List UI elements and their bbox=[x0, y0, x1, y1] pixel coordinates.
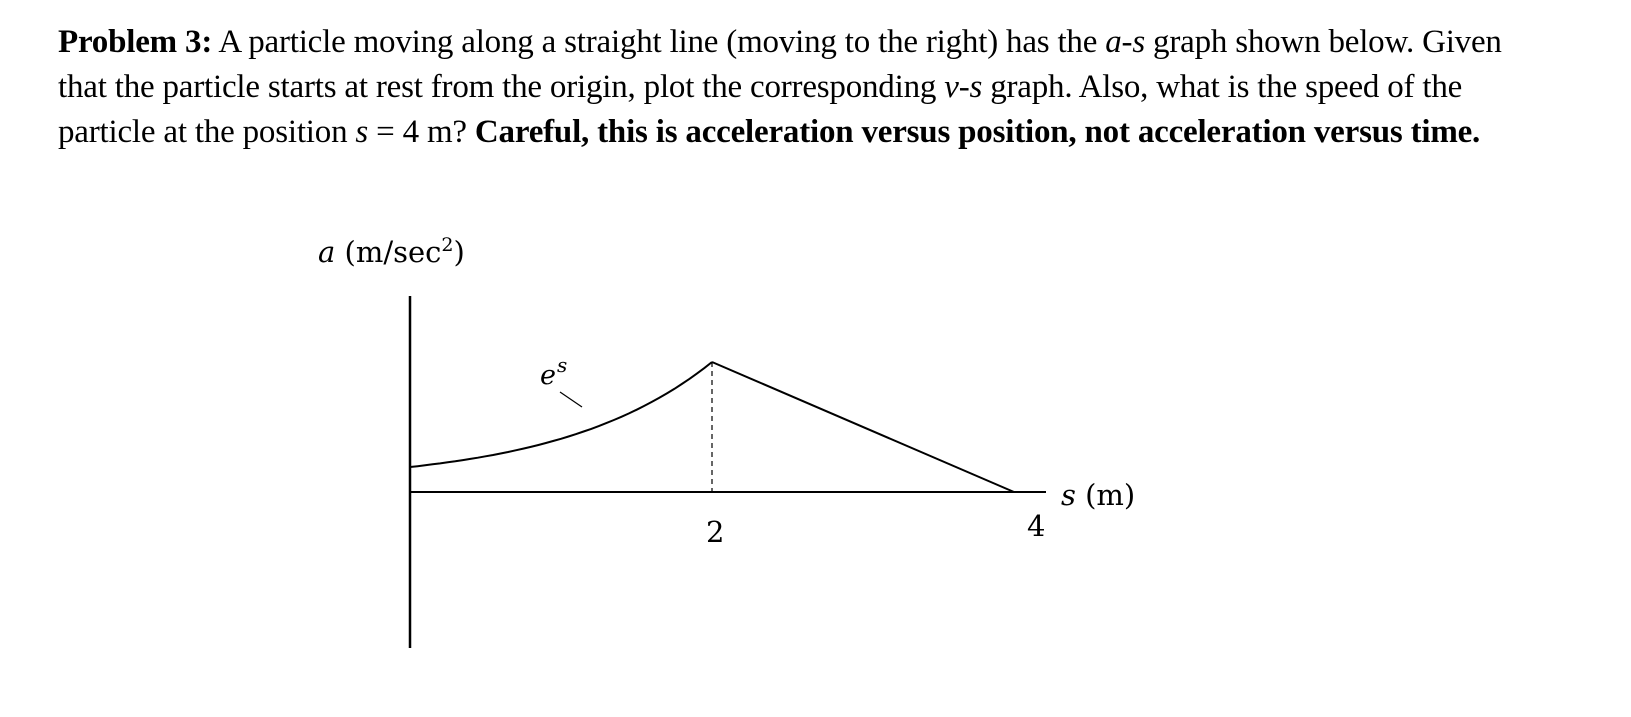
problem-text-1: A particle moving along a straight line (moving to the right) has the bbox=[212, 24, 1106, 60]
x-tick-4: 4 bbox=[1027, 509, 1046, 543]
problem-dash-1: - bbox=[1121, 24, 1133, 60]
x-axis-unit: (m) bbox=[1075, 478, 1136, 512]
curve-label-exp: s bbox=[556, 353, 568, 377]
y-axis-var: a bbox=[318, 235, 336, 269]
linear-decrease-line bbox=[712, 362, 1014, 492]
curve-label bbox=[540, 353, 567, 391]
problem-s-symbol: s bbox=[1132, 24, 1145, 60]
x-axis-label bbox=[1061, 478, 1135, 512]
problem-v-symbol: v bbox=[944, 69, 959, 105]
problem-s-symbol-2: s bbox=[969, 69, 983, 105]
problem-s-symbol-3: s bbox=[355, 114, 369, 150]
y-axis-label bbox=[318, 234, 465, 269]
y-axis-unit: (m/sec bbox=[335, 235, 442, 269]
x-tick-2: 2 bbox=[706, 515, 725, 549]
x-axis-var: s bbox=[1061, 478, 1076, 512]
curve-label-base: e bbox=[540, 360, 556, 391]
problem-text-4: = 4 m? bbox=[368, 114, 475, 150]
problem-a-symbol: a bbox=[1105, 24, 1122, 60]
curve-label-pointer bbox=[560, 392, 582, 407]
problem-text-3: graph. Also, what is the speed of the particle at the position bbox=[58, 69, 1463, 150]
y-axis-exp: 2 bbox=[441, 234, 454, 256]
problem-dash-2: - bbox=[958, 69, 970, 105]
problem-bold-note: Careful, this is acceleration versus position, not acceleration versus time. bbox=[474, 114, 1481, 150]
y-axis-close: ) bbox=[453, 235, 465, 269]
problem-label: Problem 3: bbox=[58, 24, 213, 60]
problem-text-2: graph shown below. Given that the particle starts at rest from the origin, plot the corresponding bbox=[58, 24, 1502, 105]
exponential-curve bbox=[410, 362, 712, 467]
